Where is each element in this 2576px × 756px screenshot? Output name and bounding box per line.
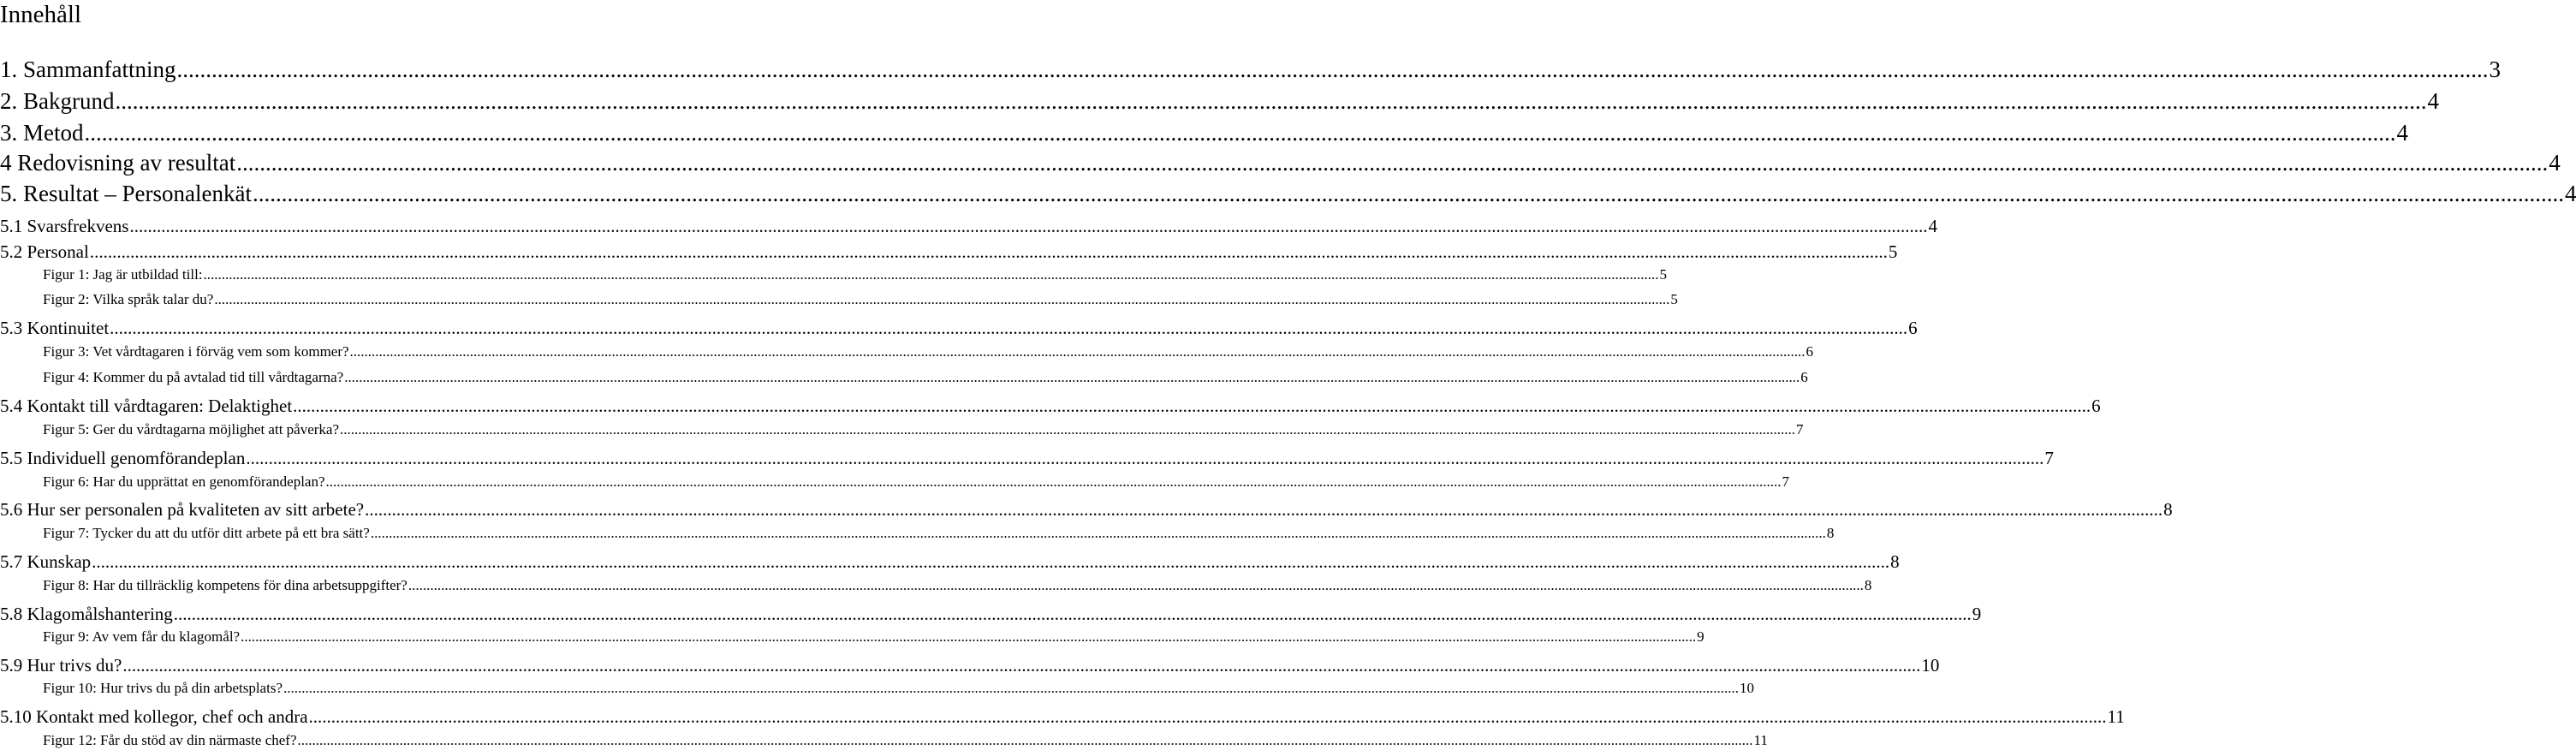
toc-entry-page: 3	[2489, 57, 2501, 82]
toc-entry[interactable]	[43, 291, 1678, 312]
toc-entry-page: 7	[1782, 473, 1790, 490]
toc-entry-title: 5.6 Hur ser personalen på kvaliteten av sitt arbete?	[0, 499, 365, 520]
toc-entry-page: 4	[2549, 150, 2561, 176]
toc-dot-leader: ................................................................................................................................................................................................................................................................................................................................................................................................................	[370, 525, 1826, 541]
toc-dot-leader: ................................................................................................................................................................................................................................................................................................................................................................................................................	[92, 551, 1890, 572]
toc-entry-title: 5.8 Klagomålshantering	[0, 604, 173, 624]
toc-entry-page: 4	[2396, 120, 2408, 146]
toc-entry-page: 6	[2091, 396, 2101, 416]
toc-entry-title: Figur 6: Har du upprättat en genomförandeplan?	[43, 473, 325, 490]
toc-entry-page: 6	[1800, 369, 1808, 385]
toc-entry-title: 5.4 Kontakt till vårdtagaren: Delaktighet	[0, 396, 293, 416]
toc-dot-leader: ................................................................................................................................................................................................................................................................................................................................................................................................................	[203, 266, 1659, 283]
toc-entry[interactable]	[43, 473, 1790, 494]
toc-dot-leader: ................................................................................................................................................................................................................................................................................................................................................................................................................	[236, 150, 2549, 176]
toc-entry-page: 5	[1659, 266, 1668, 283]
toc-entry-page: 5	[1888, 241, 1898, 262]
toc-entry-page: 4	[2427, 88, 2439, 114]
toc-entry-page: 4	[1928, 216, 1937, 236]
toc-entry-title: Figur 1: Jag är utbildad till:	[43, 266, 203, 283]
toc-entry-title: Figur 2: Vilka språk talar du?	[43, 291, 214, 307]
toc-entry[interactable]	[0, 706, 2125, 730]
toc-entry-title: 5.2 Personal	[0, 241, 89, 262]
toc-entry-title: 5.3 Kontinuitet	[0, 318, 110, 338]
toc-entry-title: Figur 7: Tycker du att du utför ditt arbete på ett bra sätt?	[43, 525, 370, 541]
toc-entry-page: 10	[1921, 655, 1940, 676]
toc-entry[interactable]	[43, 343, 1814, 364]
toc-entry-page: 11	[1753, 732, 1768, 748]
toc-dot-leader: ................................................................................................................................................................................................................................................................................................................................................................................................................	[365, 499, 2163, 520]
toc-entry[interactable]	[0, 396, 2101, 420]
toc-entry-page: 8	[2163, 499, 2173, 520]
toc-entry-title: 5.10 Kontakt med kollegor, chef och andra	[0, 706, 308, 727]
toc-dot-leader: ................................................................................................................................................................................................................................................................................................................................................................................................................	[297, 732, 1753, 748]
toc-entry-title: Figur 9: Av vem får du klagomål?	[43, 628, 241, 645]
toc-dot-leader: ................................................................................................................................................................................................................................................................................................................................................................................................................	[89, 241, 1888, 262]
toc-dot-leader: ................................................................................................................................................................................................................................................................................................................................................................................................................	[84, 120, 2396, 146]
toc-dot-leader: ................................................................................................................................................................................................................................................................................................................................................................................................................	[408, 577, 1864, 593]
toc-entry[interactable]	[43, 680, 1754, 700]
toc-entry[interactable]	[0, 604, 1982, 628]
toc-entry[interactable]	[0, 216, 1937, 240]
toc-dot-leader: ................................................................................................................................................................................................................................................................................................................................................................................................................	[122, 655, 1921, 676]
toc-entry[interactable]	[43, 525, 1835, 545]
toc-heading: Innehåll	[0, 1, 82, 28]
toc-entry[interactable]	[43, 369, 1808, 390]
toc-entry[interactable]	[0, 120, 2408, 151]
toc-entry[interactable]	[0, 448, 2054, 472]
toc-dot-leader: ................................................................................................................................................................................................................................................................................................................................................................................................................	[173, 604, 1972, 624]
toc-entry[interactable]	[0, 655, 1940, 679]
toc-entry-title: Figur 8: Har du tillräcklig kompetens för dina arbetsuppgifter?	[43, 577, 408, 593]
toc-entry-page: 5	[1670, 291, 1678, 307]
toc-entry-title: 5. Resultat – Personalenkät	[0, 181, 252, 206]
toc-entry-page: 9	[1972, 604, 1982, 624]
toc-dot-leader: ................................................................................................................................................................................................................................................................................................................................................................................................................	[252, 181, 2564, 206]
toc-entry[interactable]	[43, 732, 1768, 753]
toc-entry-page: 8	[1864, 577, 1872, 593]
toc-dot-leader: ................................................................................................................................................................................................................................................................................................................................................................................................................	[293, 396, 2091, 416]
toc-entry-title: Figur 5: Ger du vårdtagarna möjlighet att påverka?	[43, 421, 340, 438]
toc-entry-title: 5.1 Svarsfrekvens	[0, 216, 129, 236]
toc-entry[interactable]	[0, 241, 1898, 265]
toc-dot-leader: ................................................................................................................................................................................................................................................................................................................................................................................................................	[176, 57, 2489, 82]
toc-entry-title: 5.9 Hur trivs du?	[0, 655, 122, 676]
toc-entry[interactable]	[43, 421, 1804, 442]
toc-entry-page: 7	[2044, 448, 2054, 468]
toc-entry-title: 2. Bakgrund	[0, 88, 115, 114]
toc-entry-page: 7	[1796, 421, 1804, 438]
toc-entry-title: 4 Redovisning av resultat	[0, 150, 236, 176]
toc-entry-title: 5.7 Kunskap	[0, 551, 92, 572]
toc-entry-page: 10	[1740, 680, 1754, 696]
toc-entry-title: 3. Metod	[0, 120, 84, 146]
toc-entry[interactable]	[0, 150, 2561, 181]
toc-entry-title: 1. Sammanfattning	[0, 57, 176, 82]
toc-entry[interactable]	[0, 499, 2173, 523]
toc-entry[interactable]	[43, 266, 1668, 287]
toc-entry[interactable]	[43, 577, 1872, 598]
toc-entry-page: 6	[1908, 318, 1918, 338]
toc-entry[interactable]	[0, 181, 2576, 211]
toc-dot-leader: ................................................................................................................................................................................................................................................................................................................................................................................................................	[115, 88, 2427, 114]
toc-entry-title: Figur 3: Vet vårdtagaren i förväg vem som kommer?	[43, 343, 349, 360]
toc-entry-page: 6	[1806, 343, 1814, 360]
toc-entry-page: 8	[1890, 551, 1900, 572]
toc-entry[interactable]	[0, 88, 2439, 119]
toc-dot-leader: ................................................................................................................................................................................................................................................................................................................................................................................................................	[340, 421, 1796, 438]
toc-entry-title: Figur 10: Hur trivs du på din arbetsplats?	[43, 680, 283, 696]
toc-entry-title: 5.5 Individuell genomförandeplan	[0, 448, 246, 468]
toc-dot-leader: ................................................................................................................................................................................................................................................................................................................................................................................................................	[129, 216, 1928, 236]
toc-entry-page: 8	[1826, 525, 1835, 541]
toc-dot-leader: ................................................................................................................................................................................................................................................................................................................................................................................................................	[344, 369, 1800, 385]
toc-entry[interactable]	[0, 551, 1900, 575]
toc-dot-leader: ................................................................................................................................................................................................................................................................................................................................................................................................................	[214, 291, 1670, 307]
toc-entry[interactable]	[0, 57, 2501, 87]
toc-dot-leader: ................................................................................................................................................................................................................................................................................................................................................................................................................	[241, 628, 1697, 645]
toc-dot-leader: ................................................................................................................................................................................................................................................................................................................................................................................................................	[349, 343, 1806, 360]
toc-entry-page: 11	[2107, 706, 2125, 727]
toc-entry-title: Figur 4: Kommer du på avtalad tid till vårdtagarna?	[43, 369, 344, 385]
toc-dot-leader: ................................................................................................................................................................................................................................................................................................................................................................................................................	[308, 706, 2107, 727]
toc-entry-page: 4	[2564, 181, 2576, 206]
toc-entry[interactable]	[0, 318, 1918, 342]
toc-dot-leader: ................................................................................................................................................................................................................................................................................................................................................................................................................	[110, 318, 1908, 338]
toc-entry-page: 9	[1697, 628, 1704, 645]
toc-dot-leader: ................................................................................................................................................................................................................................................................................................................................................................................................................	[325, 473, 1782, 490]
toc-dot-leader: ................................................................................................................................................................................................................................................................................................................................................................................................................	[283, 680, 1739, 696]
toc-entry-title: Figur 12: Får du stöd av din närmaste chef?	[43, 732, 297, 748]
toc-dot-leader: ................................................................................................................................................................................................................................................................................................................................................................................................................	[246, 448, 2044, 468]
toc-entry[interactable]	[43, 628, 1704, 649]
